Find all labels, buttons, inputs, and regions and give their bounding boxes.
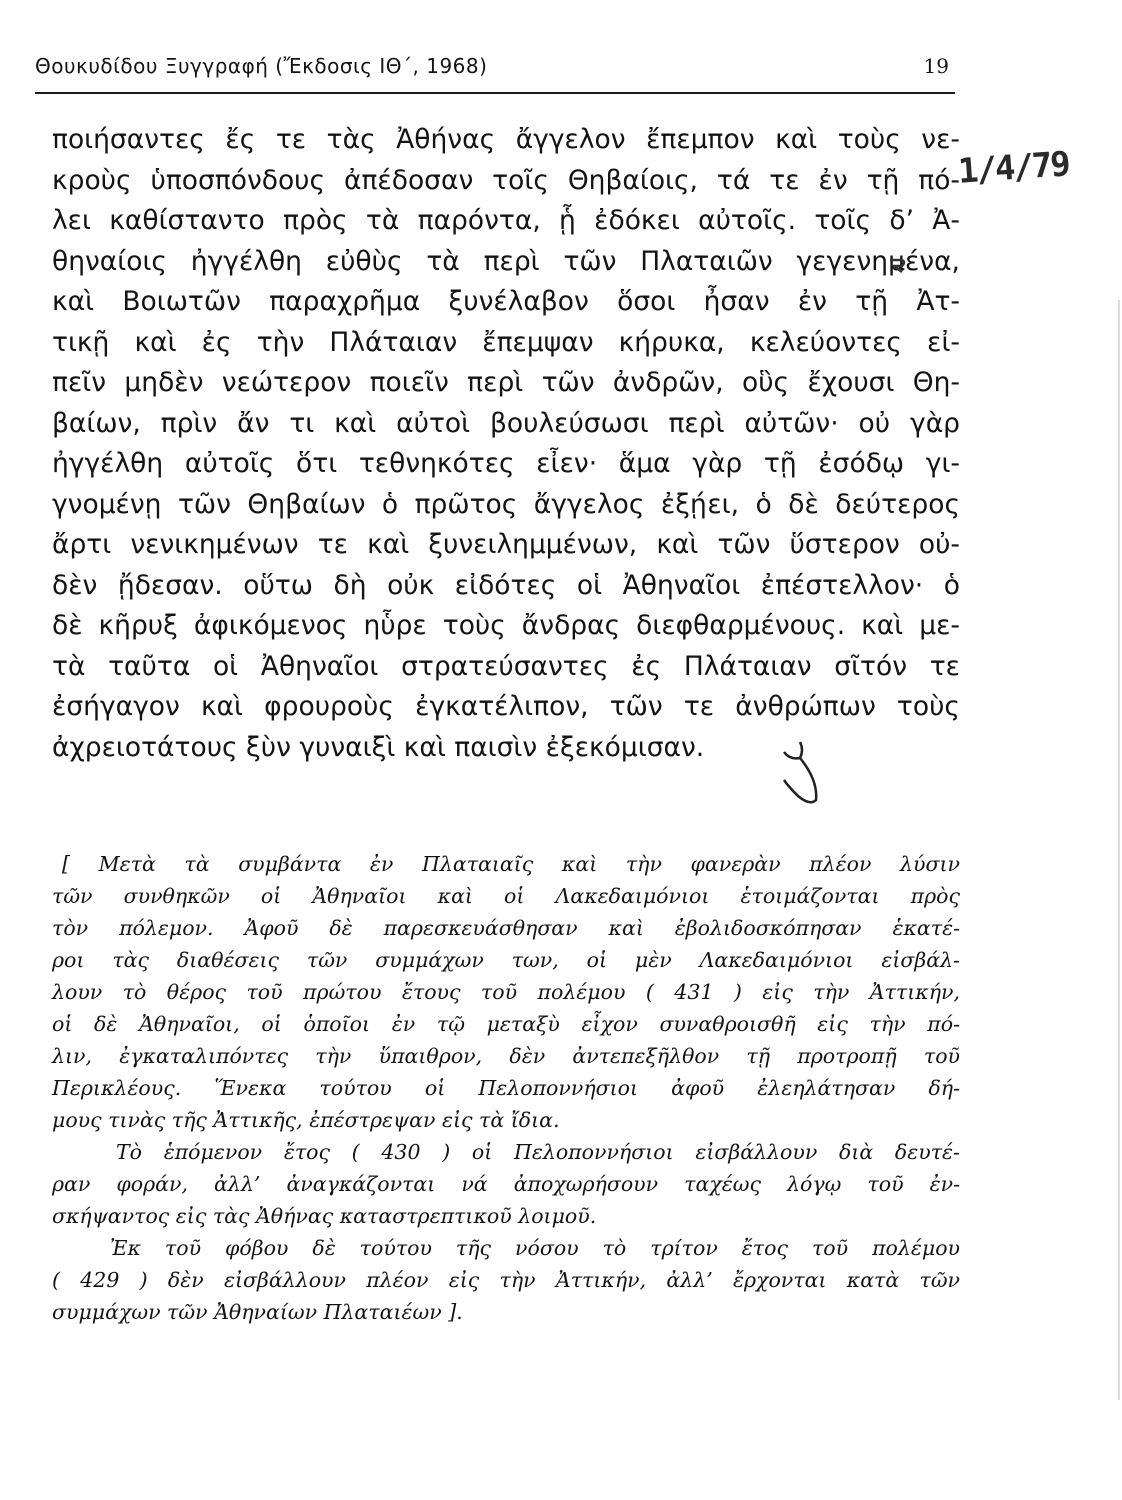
text-line: βαίων, πρὶν ἄν τι καὶ αὐτοὶ βουλεύσωσι περὶ αὐτῶν· οὐ γὰρ [52, 407, 960, 439]
handwritten-date-note: 1/4/79 [956, 144, 1071, 192]
summary-line: μους τινὰς τῆς Ἀττικῆς, ἐπέστρεψαν εἰς τὰ ἴδια. [52, 1108, 560, 1132]
summary-line: Ἐκ τοῦ φόβου δὲ τούτου τῆς νόσου τὸ τρίτον ἔτος τοῦ πολέμου [110, 1236, 960, 1260]
text-line: θηναίοις ἠγγέλθη εὐθὺς τὰ περὶ τῶν Πλαταιῶν γεγενημένα, [52, 245, 960, 277]
insertion-arrow-icon [780, 740, 840, 810]
summary-line: σκήψαντος εἰς τὰς Ἀθήνας καταστρεπτικοῦ λοιμοῦ. [52, 1204, 597, 1228]
summary-line: λουν τὸ θέρος τοῦ πρώτου ἔτους τοῦ πολέμου ( 431 ) εἰς τὴν Ἀττικήν, [52, 980, 960, 1004]
text-line: καὶ Βοιωτῶν παραχρῆμα ξυνέλαβον ὅσοι ἦσαν ἐν τῇ Ἀτ- [52, 286, 960, 317]
text-line: γνομένῃ τῶν Θηβαίων ὁ πρῶτος ἄγγελος ἐξῄει, ὁ δὲ δεύτερος [52, 488, 960, 520]
text-line: δὲν ᾔδεσαν. οὕτω δὴ οὐκ εἰδότες οἱ Ἀθηναῖοι ἐπέστελλον· ὁ [52, 569, 960, 601]
summary-line: ( 429 ) δὲν εἰσβάλλουν πλέον εἰς τὴν Ἀττικήν, ἀλλ’ ἔρχονται κατὰ τῶν [52, 1268, 960, 1292]
summary-line: ροι τὰς διαθέσεις τῶν συμμάχων των, οἱ μὲν Λακεδαιμόνιοι εἰσβάλ- [52, 948, 960, 972]
greek-summary-note [52, 848, 960, 1328]
page-edge-shadow [1118, 300, 1120, 1400]
text-line: ἀχρειοτάτους ξὺν γυναιξὶ καὶ παισὶν ἐξεκόμισαν. [52, 731, 705, 763]
text-line: πεῖν μηδὲν νεώτερον ποιεῖν περὶ τῶν ἀνδρῶν, οὓς ἔχουσι Θη- [52, 367, 960, 398]
page-number: 19 [923, 54, 949, 78]
summary-line: Τὸ ἑπόμενον ἔτος ( 430 ) οἱ Πελοποννήσιοι εἰσβάλλουν διὰ δευτέ- [116, 1140, 960, 1164]
text-line: ἄρτι νενικημένων τε καὶ ξυνειλημμένων, καὶ τῶν ὕστερον οὐ- [52, 529, 960, 560]
page-header [35, 52, 955, 94]
text-line: κροὺς ὑποσπόνδους ἀπέδοσαν τοῖς Θηβαίοις, τά τε ἐν τῇ πό- [52, 164, 960, 196]
summary-line: λιν, ἐγκαταλιπόντες τὴν ὕπαιθρον, δὲν ἀντεπεξῆλθον τῇ προτροπῇ τοῦ [52, 1044, 960, 1068]
text-line: δὲ κῆρυξ ἀφικόμενος ηὗρε τοὺς ἄνδρας διεφθαρμένους. καὶ με- [52, 610, 960, 641]
text-line: τικῇ καὶ ἐς τὴν Πλάταιαν ἔπεμψαν κήρυκα, κελεύοντες εἰ- [52, 326, 960, 358]
text-line: ἐσήγαγον καὶ φρουροὺς ἐγκατέλιπον, τῶν τε ἀνθρώπων τοὺς [52, 691, 960, 722]
summary-line: οἱ δὲ Ἀθηναῖοι, οἱ ὁποῖοι ἐν τῷ μεταξὺ εἶχον συναθροισθῆ εἰς τὴν πό- [52, 1012, 960, 1036]
text-line: λει καθίσταντο πρὸς τὰ παρόντα, ᾗ ἐδόκει αὐτοῖς. τοῖς δ’ Ἀ- [52, 205, 960, 236]
summary-line: συμμάχων τῶν Ἀθηναίων Πλαταιέων ]. [52, 1300, 463, 1324]
summary-line: [ Μετὰ τὰ συμβάντα ἐν Πλαταιαῖς καὶ τὴν φανερὰν πλέον λύσιν [62, 852, 960, 876]
text-line: τὰ ταῦτα οἱ Ἀθηναῖοι στρατεύσαντες ἐς Πλάταιαν σῖτόν τε [52, 650, 960, 682]
text-line: ποιήσαντες ἔς τε τὰς Ἀθήνας ἄγγελον ἔπεμπον καὶ τοὺς νε- [52, 124, 960, 155]
greek-main-text [52, 120, 960, 768]
summary-line: τὸν πόλεμον. Ἀφοῦ δὲ παρεσκευάσθησαν καὶ ἐβολιδοσκόπησαν ἑκατέ- [52, 916, 960, 940]
summary-line: ραν φοράν, ἀλλ’ ἀναγκάζονται νά ἀποχωρήσουν ταχέως λόγῳ τοῦ ἐν- [52, 1172, 960, 1196]
running-title: Θουκυδίδου Ξυγγραφή (Ἔκδοσις ΙΘ΄, 1968) [35, 54, 488, 78]
ink-mark-icon [888, 258, 908, 274]
summary-line: Περικλέους. Ἕνεκα τούτου οἱ Πελοποννήσιοι ἀφοῦ ἐλεηλάτησαν δή- [52, 1076, 960, 1100]
summary-line: τῶν συνθηκῶν οἱ Ἀθηναῖοι καὶ οἱ Λακεδαιμόνιοι ἑτοιμάζονται πρὸς [52, 884, 960, 908]
text-line: ἠγγέλθη αὐτοῖς ὅτι τεθνηκότες εἶεν· ἅμα γὰρ τῇ ἐσόδῳ γι- [52, 448, 960, 479]
